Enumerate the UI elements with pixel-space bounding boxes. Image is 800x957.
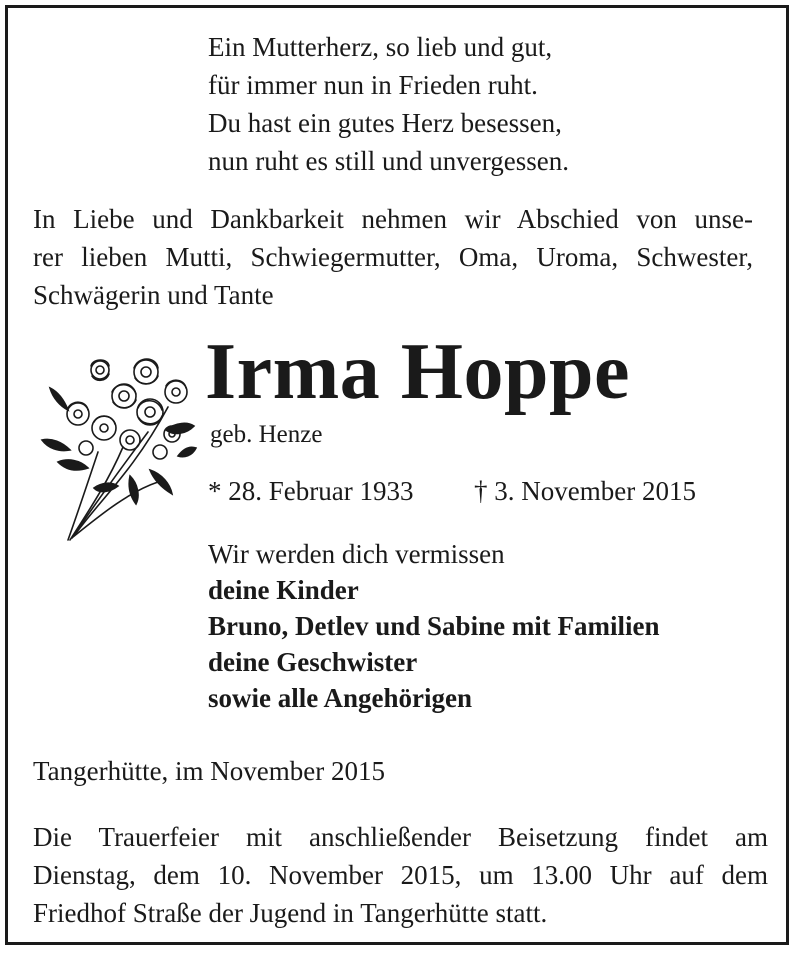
- poem-line: Ein Mutterherz, so lieb und gut,: [208, 32, 553, 62]
- life-dates: [208, 472, 696, 510]
- funeral-line: Dienstag, dem 10. November 2015, um 13.00 Uhr auf dem: [33, 860, 768, 890]
- deceased-name: Irma Hoppe: [205, 328, 630, 416]
- funeral-line: Friedhof Straße der Jugend in Tangerhütte statt.: [33, 898, 548, 928]
- signature-line: sowie alle Angehörigen: [208, 683, 472, 713]
- poem-line: Du hast ein gutes Herz besessen,: [208, 108, 562, 138]
- poem: [208, 28, 569, 180]
- intro-line: In Liebe und Dankbarkeit nehmen wir Abschied von unse-: [33, 204, 753, 234]
- farewell-line: Wir werden dich vermissen: [208, 539, 505, 569]
- signature-line: deine Geschwister: [208, 647, 418, 677]
- funeral-line: Die Trauerfeier mit anschließender Beisetzung findet am: [33, 822, 768, 852]
- death-date: † 3. November 2015: [474, 476, 696, 506]
- poem-line: für immer nun in Frieden ruht.: [208, 70, 538, 100]
- mourners-block: [208, 536, 660, 716]
- flower-bouquet-icon: [38, 352, 198, 542]
- intro-text: [33, 200, 753, 314]
- birth-date: * 28. Februar 1933: [208, 476, 414, 506]
- signature-line: Bruno, Detlev und Sabine mit Familien: [208, 611, 660, 641]
- birth-name: geb. Henze: [210, 421, 323, 448]
- intro-line: Schwägerin und Tante: [33, 280, 274, 310]
- funeral-info: [33, 818, 768, 932]
- place-and-date: Tangerhütte, im November 2015: [33, 756, 386, 786]
- poem-line: nun ruht es still und unvergessen.: [208, 146, 569, 176]
- signature-line: deine Kinder: [208, 575, 359, 605]
- intro-line: rer lieben Mutti, Schwiegermutter, Oma, Uroma, Schwester,: [33, 242, 753, 272]
